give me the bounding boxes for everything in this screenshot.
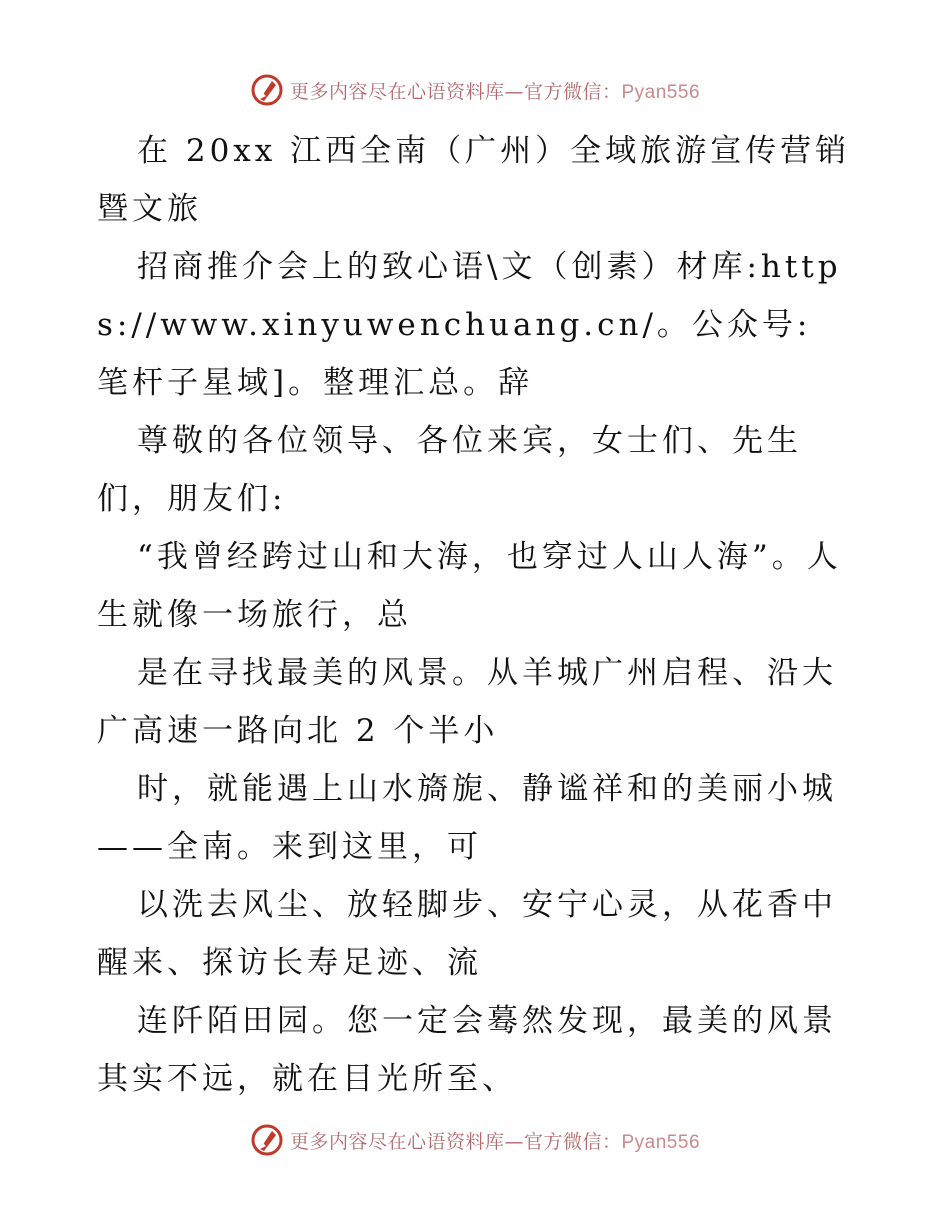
paragraph: 尊敬的各位领导、各位来宾，女士们、先生们，朋友们: [97, 423, 802, 517]
header-wechat-handle: Pyan556 [621, 81, 701, 103]
paragraph: 在 20xx 江西全南（广州）全域旅游宣传营销暨文旅 [97, 133, 851, 227]
header-separator: — [504, 80, 524, 103]
pen-nib-logo-icon [250, 1123, 284, 1157]
paragraph: “我曾经跨过山和大海，也穿过人山人海”。人生就像一场旅行，总 [97, 539, 842, 633]
footer-wechat-label: 官方微信： [523, 1130, 622, 1153]
paragraph: 以洗去风尘、放轻脚步、安宁心灵，从花香中醒来、探访长寿足迹、流 [97, 887, 837, 981]
paragraph: 招商推介会上的致心语\文（创素）材库:https://www.xinyuwenchuang.cn/。公众号: 笔杆子星域]。整理汇总。辞 [97, 249, 842, 401]
footer-text [290, 1127, 700, 1154]
paragraph: 是在寻找最美的风景。从羊城广州启程、沿大广高速一路向北 2 个半小 [97, 655, 837, 749]
header-text [290, 77, 700, 104]
footer-separator: — [504, 1130, 524, 1153]
footer-brand: 更多内容尽在心语资料库 [289, 1130, 505, 1153]
footer-wechat-handle: Pyan556 [621, 1131, 701, 1153]
header-wechat-label: 官方微信： [523, 80, 622, 103]
paragraph: 连阡陌田园。您一定会蓦然发现，最美的风景其实不远，就在目光所至、 [97, 1003, 837, 1097]
footer-banner [0, 1120, 950, 1160]
header-brand: 更多内容尽在心语资料库 [289, 80, 505, 103]
header-banner [0, 70, 950, 110]
document-body [97, 122, 857, 1108]
pen-nib-logo-icon [250, 73, 284, 107]
paragraph: 时，就能遇上山水旖旎、静谧祥和的美丽小城——全南。来到这里，可 [97, 771, 837, 865]
